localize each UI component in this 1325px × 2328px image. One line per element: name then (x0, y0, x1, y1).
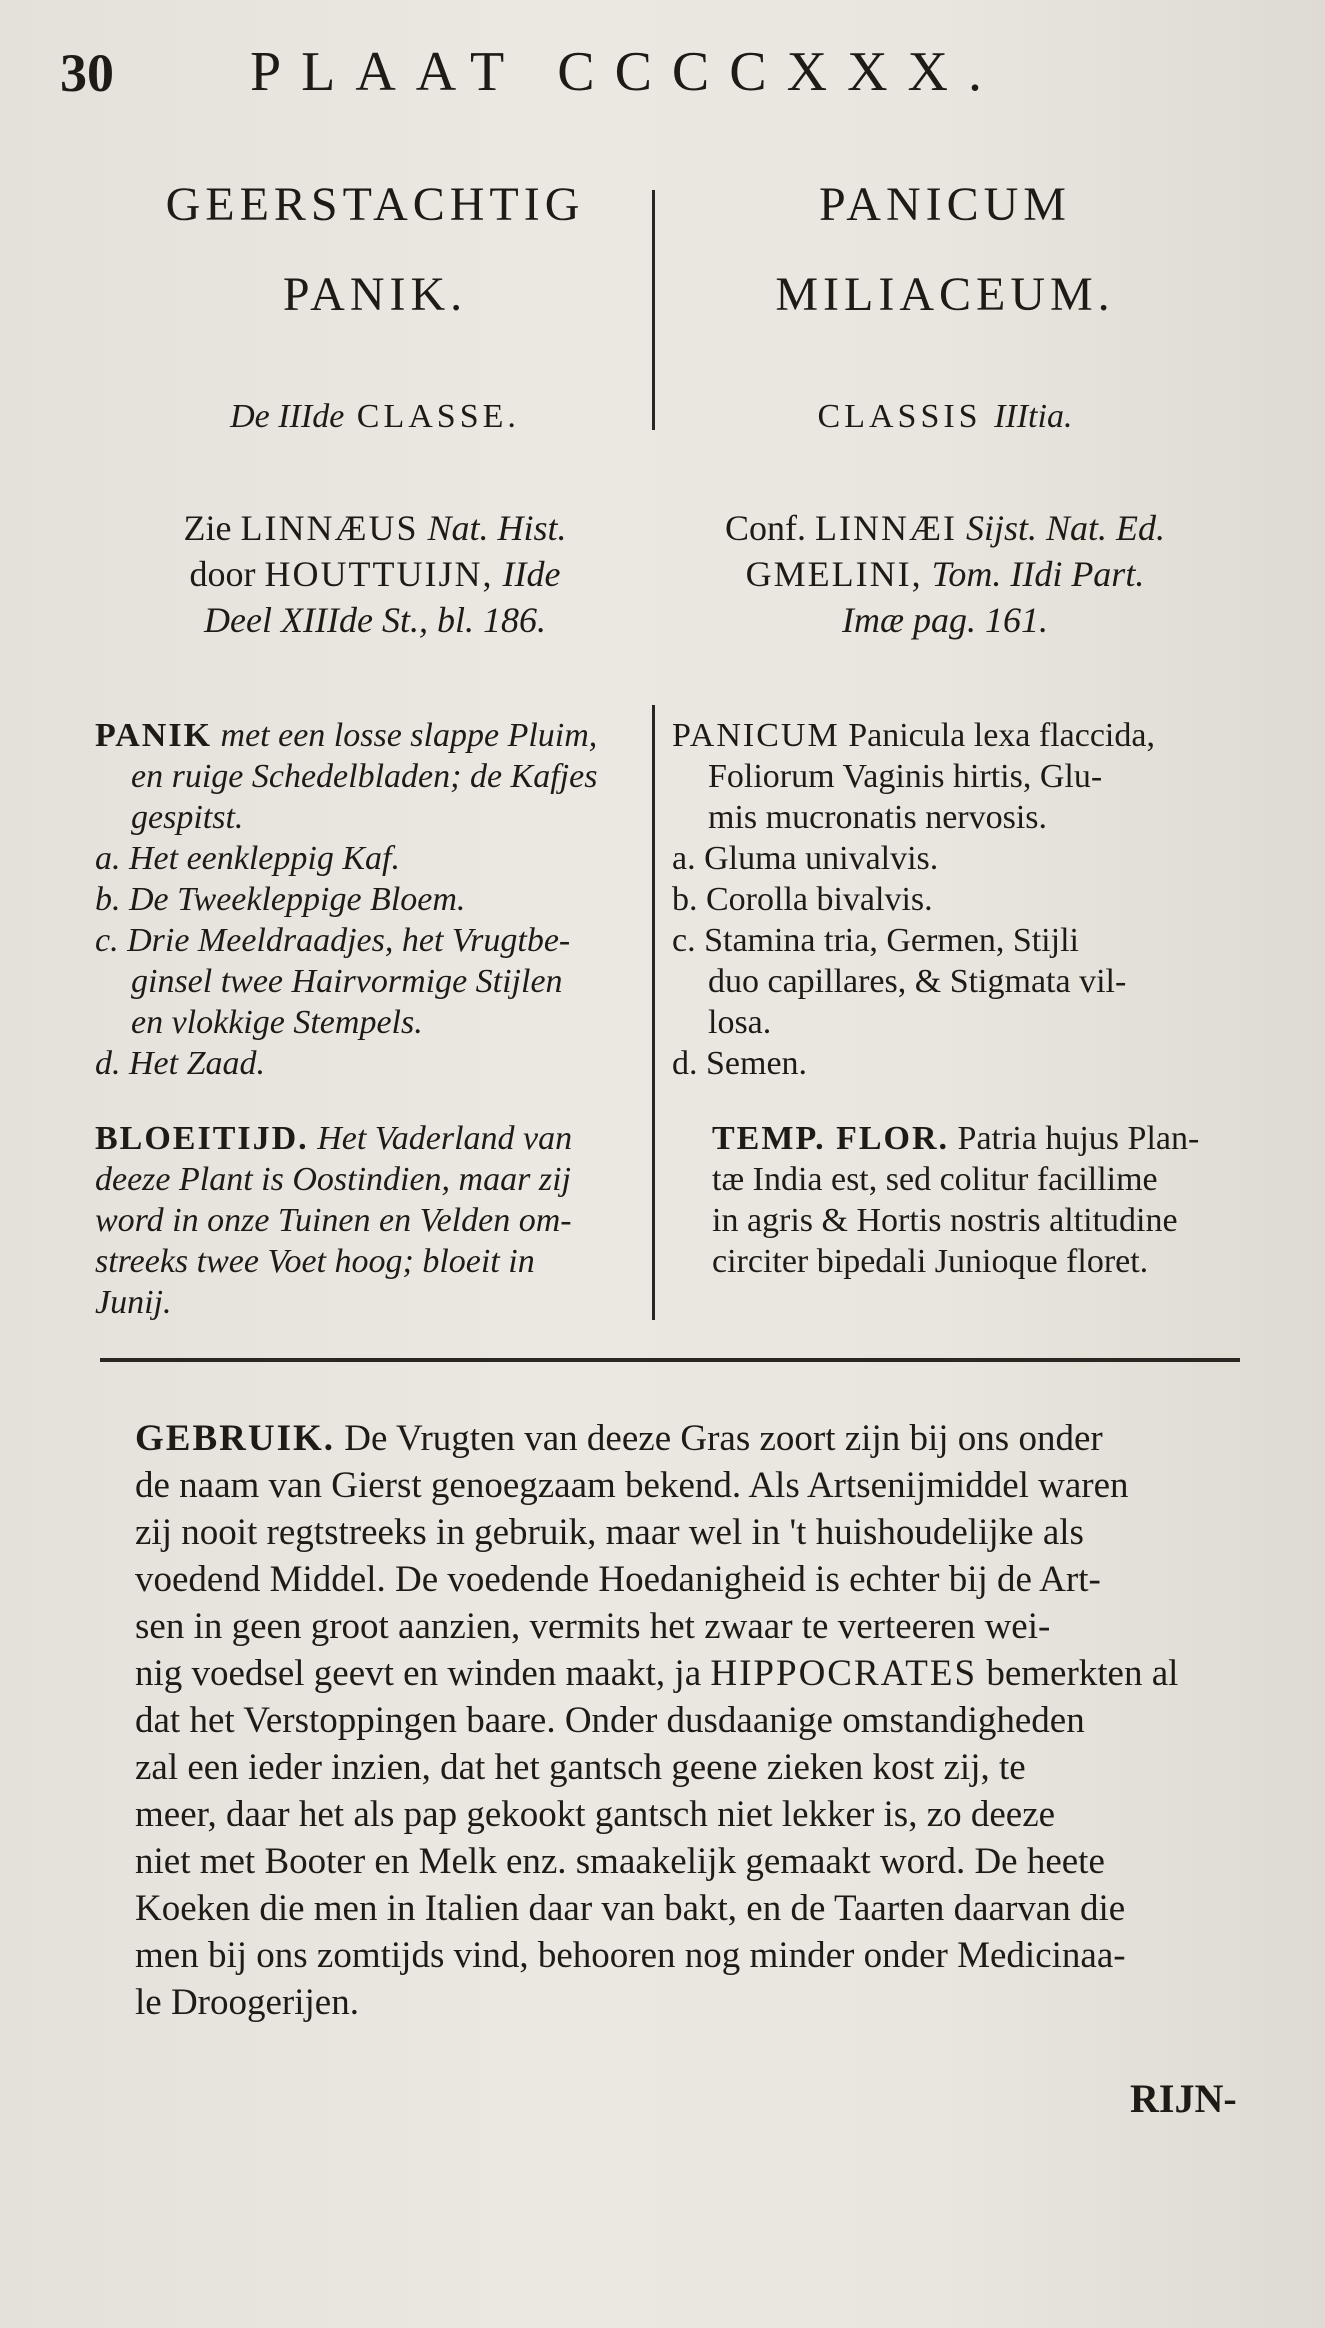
left-desc-lead: PANIK (95, 717, 213, 754)
gebruik-line1 (135, 1415, 1245, 1462)
right-ref-conf: Conf. (724, 508, 806, 548)
right-ref-author: LINNÆI (814, 508, 957, 548)
right-ref-editor: GMELINI, (745, 554, 923, 594)
left-bloei-line1 (95, 1118, 655, 1159)
left-item-a-text: a. Het eenkleppig Kaf. (95, 840, 400, 877)
left-ref-translator: HOUTTUIJN, (264, 554, 494, 594)
left-item-c1 (95, 920, 655, 961)
gebruik-paragraph (135, 1415, 1245, 2026)
right-temp-line4 (712, 1241, 1252, 1282)
gebruik-line5: sen in geen groot aanzien, vermits het zwaar te verteeren wei- (135, 1606, 1051, 1647)
right-desc-line1 (672, 715, 1232, 756)
left-item-c3-text: en vlokkige Stempels. (131, 1004, 423, 1041)
right-item-b-text: b. Corolla bivalvis. (672, 881, 933, 918)
right-ref-line3 (665, 597, 1225, 643)
right-temp-text4: circiter bipedali Junioque floret. (712, 1243, 1149, 1280)
gebruik-line12: men bij ons zomtijds vind, behooren nog minder onder Medicinaa- (135, 1935, 1126, 1976)
left-classe-label: CLASSE. (356, 398, 520, 435)
right-item-a (672, 838, 1232, 879)
left-bloei-line5 (95, 1282, 655, 1323)
left-title-line2: PANIK. (282, 268, 468, 321)
left-bloei-line4 (95, 1241, 655, 1282)
right-item-d (672, 1043, 1232, 1084)
right-tempflor (712, 1118, 1252, 1282)
left-title (95, 160, 655, 340)
left-ref-door: door (189, 554, 256, 594)
left-bloei-text5: Junij. (95, 1284, 172, 1321)
gebruik-line4: voedend Middel. De voedende Hoedanigheid is echter bij de Art- (135, 1559, 1101, 1600)
left-bloei-line2 (95, 1159, 655, 1200)
left-item-b-text: b. De Tweekleppige Bloem. (95, 881, 466, 918)
right-desc-text2: Foliorum Vaginis hirtis, Glu- (708, 758, 1103, 795)
right-temp-text2: tæ India est, sed colitur facillime (712, 1161, 1158, 1198)
right-temp-line3 (712, 1200, 1252, 1241)
left-ref-zie: Zie (183, 508, 232, 548)
right-classis-label: CLASSIS (817, 398, 982, 435)
left-item-b (95, 879, 655, 920)
right-classis (665, 398, 1225, 436)
right-desc-line3 (672, 797, 1232, 838)
right-desc-text1: Panicula lexa flaccida, (848, 717, 1155, 754)
right-reference (665, 505, 1225, 643)
left-ref-line2 (95, 551, 655, 597)
page-number: 30 (60, 43, 114, 103)
right-temp-text1: Patria hujus Plan- (957, 1120, 1200, 1157)
right-ref-part: Tom. IIdi Part. (931, 554, 1145, 594)
right-desc-lead: PANICUM (672, 717, 840, 754)
left-desc-text1: met een losse slappe Pluim, (220, 717, 598, 754)
right-item-c3 (672, 1002, 1232, 1043)
left-title-line1: GEERSTACHTIG (165, 178, 585, 231)
left-item-a (95, 838, 655, 879)
left-ref-author: LINNÆUS (240, 508, 419, 548)
right-item-c1 (672, 920, 1232, 961)
right-desc-text3: mis mucronatis nervosis. (708, 799, 1048, 836)
right-temp-line1 (712, 1118, 1252, 1159)
gebruik-line6 (135, 1650, 1245, 1697)
left-classe-prefix: De IIIde (230, 398, 345, 435)
left-desc-line3 (95, 797, 655, 838)
right-temp-line2 (712, 1159, 1252, 1200)
gebruik-line7: dat het Verstoppingen baare. Onder dusdaanige omstandigheden (135, 1700, 1085, 1741)
gebruik-line3: zij nooit regtstreeks in gebruik, maar wel in 't huishoudelijke als (135, 1512, 1084, 1553)
left-item-c1-text: c. Drie Meeldraadjes, het Vrugtbe- (95, 922, 571, 959)
left-ref-work: Nat. Hist. (427, 508, 567, 548)
horizontal-rule (100, 1358, 1240, 1362)
left-desc-text2: en ruige Schedelbladen; de Kafjes (131, 758, 598, 795)
left-bloei-text2: deeze Plant is Oostindien, maar zij (95, 1161, 571, 1198)
left-ref-line3 (95, 597, 655, 643)
right-title-line2: MILIACEUM. (775, 268, 1115, 321)
right-item-a-text: a. Gluma univalvis. (672, 840, 939, 877)
left-ref-part: IIde (502, 554, 561, 594)
left-desc-line1 (95, 715, 655, 756)
left-reference (95, 505, 655, 643)
right-ref-line1 (665, 505, 1225, 551)
right-item-c2-text: duo capillares, & Stigmata vil- (708, 963, 1127, 1000)
gebruik-text1: De Vrugten van deeze Gras zoort zijn bij ons onder (344, 1418, 1103, 1459)
right-ref-page: Imæ pag. 161. (842, 600, 1048, 640)
right-desc-line2 (672, 756, 1232, 797)
right-description (672, 715, 1232, 1084)
gebruik-line8: zal een ieder inzien, dat het gantsch geene zieken kost zij, te (135, 1747, 1026, 1788)
left-description (95, 715, 655, 1084)
right-ref-line2 (665, 551, 1225, 597)
left-bloei-text3: word in onze Tuinen en Velden om- (95, 1202, 572, 1239)
left-classe (95, 398, 655, 436)
right-item-d-text: d. Semen. (672, 1045, 808, 1082)
right-item-c1-text: c. Stamina tria, Germen, Stijli (672, 922, 1079, 959)
gebruik-line13: le Droogerijen. (135, 1982, 359, 2023)
left-item-d-text: d. Het Zaad. (95, 1045, 265, 1082)
running-title: PLAAT CCCCXXX. (250, 41, 1002, 103)
right-temp-text3: in agris & Hortis nostris altitudine (712, 1202, 1178, 1239)
left-bloeitijd (95, 1118, 655, 1323)
right-item-c2 (672, 961, 1232, 1002)
gebruik-text6a: nig voedsel geevt en winden maakt, ja (135, 1653, 702, 1694)
left-bloei-text1: Het Vaderland van (317, 1120, 573, 1157)
gebruik-line2: de naam van Gierst genoegzaam bekend. Als Artsenijmiddel waren (135, 1465, 1129, 1506)
left-item-c3 (95, 1002, 655, 1043)
left-bloei-line3 (95, 1200, 655, 1241)
left-item-c2 (95, 961, 655, 1002)
gebruik-line9: meer, daar het als pap gekookt gantsch niet lekker is, zo deeze (135, 1794, 1056, 1835)
left-desc-text3: gespitst. (131, 799, 244, 836)
left-ref-volume: Deel XIIIde St., bl. 186. (204, 600, 546, 640)
left-desc-line2 (95, 756, 655, 797)
left-bloei-text4: streeks twee Voet hoog; bloeit in (95, 1243, 535, 1280)
catchword: RIJN- (1130, 2076, 1237, 2121)
left-item-d (95, 1043, 655, 1084)
right-item-c3-text: losa. (708, 1004, 772, 1041)
gebruik-line11: Koeken die men in Italien daar van bakt, en de Taarten daarvan die (135, 1888, 1126, 1929)
gebruik-hippocrates: HIPPOCRATES (710, 1653, 978, 1694)
right-title-line1: PANICUM (819, 178, 1071, 231)
right-item-b (672, 879, 1232, 920)
left-item-c2-text: ginsel twee Hairvormige Stijlen (131, 963, 563, 1000)
right-temp-lead: TEMP. FLOR. (712, 1120, 950, 1157)
right-title (665, 160, 1225, 340)
gebruik-line10: niet met Booter en Melk enz. smaakelijk gemaakt word. De heete (135, 1841, 1105, 1882)
left-ref-line1 (95, 505, 655, 551)
gebruik-text6c: bemerkten al (986, 1653, 1179, 1694)
left-bloei-lead: BLOEITIJD. (95, 1120, 309, 1157)
right-classis-suffix: IIItia. (994, 398, 1073, 435)
gebruik-lead: GEBRUIK. (135, 1418, 336, 1459)
right-ref-work: Sijst. Nat. Ed. (965, 508, 1165, 548)
